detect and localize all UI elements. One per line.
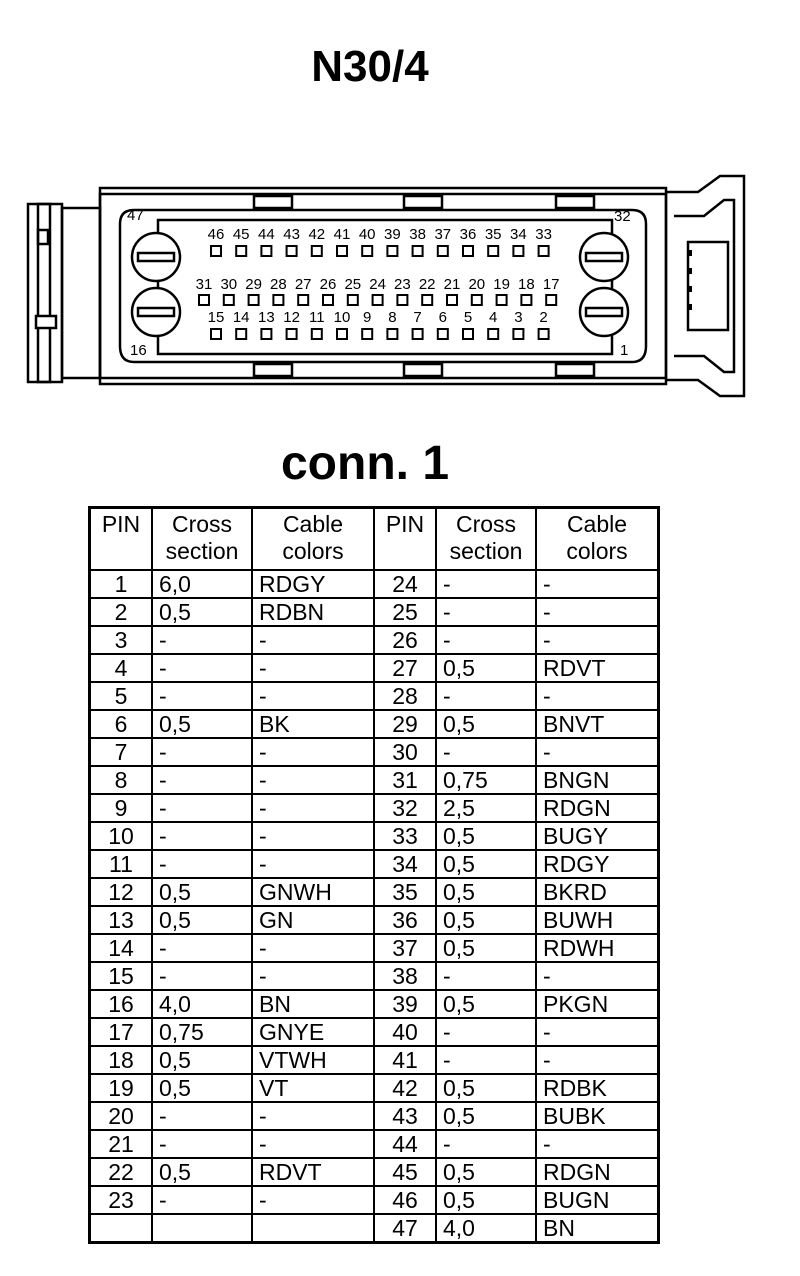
pin-number-label: 38: [409, 226, 426, 243]
cross-section-cell: 0,5: [152, 598, 252, 626]
pin-socket: [298, 295, 308, 305]
pin-number-label: 9: [363, 309, 372, 326]
pin-number-label: 37: [434, 226, 452, 243]
pin-number-label: 26: [319, 276, 337, 293]
table-row: [90, 1186, 659, 1214]
pin-number-label: 33: [535, 226, 552, 243]
pin-socket: [287, 329, 297, 339]
pin-socket: [337, 329, 347, 339]
cross-section-cell: 0,5: [436, 878, 536, 906]
cable-color-cell: RDWH: [536, 934, 659, 962]
cable-color-cell: RDGN: [536, 1158, 659, 1186]
pin-socket: [236, 329, 246, 339]
left-latch-body: [62, 208, 100, 378]
table-row: [90, 738, 659, 766]
table-row: [90, 850, 659, 878]
pin-cell: 38: [374, 962, 436, 990]
cross-section-cell: 0,5: [152, 906, 252, 934]
cable-color-cell: RDVT: [536, 654, 659, 682]
screw-slot: [138, 253, 174, 261]
pin-number-label: 10: [333, 309, 351, 326]
bottom-tab-1: [254, 364, 292, 376]
pin-number-label: 25: [344, 276, 362, 293]
corner-label-32: 32: [614, 208, 631, 225]
top-tab-1: [254, 196, 292, 208]
pin-cell: 44: [374, 1130, 436, 1158]
cable-color-cell: RDGY: [252, 570, 374, 598]
cable-color-cell: -: [252, 654, 374, 682]
pin-cell: 47: [374, 1214, 436, 1243]
pin-number-label: 40: [358, 226, 376, 243]
table-row: [90, 878, 659, 906]
pin-cell: 8: [90, 766, 153, 794]
cross-section-cell: -: [152, 766, 252, 794]
header-pin: PIN: [90, 508, 153, 571]
pin-table: [88, 506, 660, 1244]
pin-cell: 9: [90, 794, 153, 822]
cable-color-cell: -: [536, 598, 659, 626]
cable-color-cell: -: [252, 1102, 374, 1130]
cable-color-cell: PKGN: [536, 990, 659, 1018]
cable-color-cell: -: [252, 1130, 374, 1158]
table-header-row: [90, 508, 659, 571]
pin-number-label: 35: [484, 226, 502, 243]
header-cross-section: Cross section: [152, 508, 252, 571]
cross-section-cell: -: [152, 654, 252, 682]
cross-section-cell: -: [436, 1018, 536, 1046]
pin-socket: [488, 329, 498, 339]
cross-section-cell: -: [436, 570, 536, 598]
pin-socket: [438, 246, 448, 256]
pin-number-label: 44: [258, 226, 275, 243]
pin-number-label: 20: [468, 276, 486, 293]
pin-socket: [463, 329, 473, 339]
cable-exit: [688, 242, 728, 330]
pin-number-label: 15: [207, 309, 225, 326]
cable-color-cell: RDVT: [252, 1158, 374, 1186]
pin-socket: [261, 329, 271, 339]
latch-tab: [36, 316, 56, 328]
pin-socket: [539, 329, 549, 339]
cross-section-cell: -: [436, 626, 536, 654]
cross-section-cell: -: [152, 1186, 252, 1214]
pin-cell: 11: [90, 850, 153, 878]
pin-socket: [438, 329, 448, 339]
table-row: [90, 1046, 659, 1074]
pin-cell: 13: [90, 906, 153, 934]
pin-cell: 12: [90, 878, 153, 906]
pin-cell: [90, 1214, 153, 1243]
cross-section-cell: 0,5: [436, 990, 536, 1018]
header-pin: PIN: [374, 508, 436, 571]
cable-color-cell: GNWH: [252, 878, 374, 906]
cross-section-cell: -: [152, 934, 252, 962]
cross-section-cell: -: [152, 1102, 252, 1130]
cable-color-cell: RDBK: [536, 1074, 659, 1102]
screw-slot: [586, 253, 622, 261]
pin-number-label: 14: [232, 309, 250, 326]
table-row: [90, 962, 659, 990]
pin-socket: [312, 329, 322, 339]
pin-number-label: 21: [443, 276, 461, 293]
cable-color-cell: -: [252, 794, 374, 822]
cable-color-cell: -: [252, 738, 374, 766]
pin-number-label: 24: [369, 276, 386, 293]
cross-section-cell: 0,5: [436, 1074, 536, 1102]
table-row: [90, 682, 659, 710]
pin-cell: 45: [374, 1158, 436, 1186]
pin-cell: 3: [90, 626, 153, 654]
table-row: [90, 598, 659, 626]
pin-socket: [497, 295, 507, 305]
cross-section-cell: -: [152, 1130, 252, 1158]
cross-section-cell: 2,5: [436, 794, 536, 822]
pin-number-label: 29: [245, 276, 262, 293]
cross-section-cell: 0,5: [152, 710, 252, 738]
cable-color-cell: RDBN: [252, 598, 374, 626]
cable-color-cell: BNVT: [536, 710, 659, 738]
header-cross-section: Cross section: [436, 508, 536, 571]
pin-cell: 22: [90, 1158, 153, 1186]
pin-cell: 6: [90, 710, 153, 738]
pin-socket: [312, 246, 322, 256]
cable-color-cell: -: [252, 934, 374, 962]
header-cable-colors: Cable colors: [536, 508, 659, 571]
pin-number-label: 17: [542, 276, 560, 293]
pin-cell: 7: [90, 738, 153, 766]
cross-section-cell: 0,5: [152, 1046, 252, 1074]
cross-section-cell: -: [152, 738, 252, 766]
pin-cell: 18: [90, 1046, 153, 1074]
pin-socket: [513, 329, 523, 339]
cross-section-cell: 4,0: [152, 990, 252, 1018]
cross-section-cell: 0,5: [436, 654, 536, 682]
pin-cell: 1: [90, 570, 153, 598]
table-row: [90, 906, 659, 934]
pin-socket: [413, 246, 423, 256]
pin-cell: 24: [374, 570, 436, 598]
cable-color-cell: -: [536, 626, 659, 654]
diagram-title: N30/4: [311, 42, 429, 91]
pin-number-label: 45: [232, 226, 250, 243]
connector-subtitle: conn. 1: [280, 437, 450, 490]
table-row: [90, 990, 659, 1018]
cable-color-cell: RDGY: [536, 850, 659, 878]
pin-cell: 28: [374, 682, 436, 710]
pin-cell: 17: [90, 1018, 153, 1046]
table-row: [90, 1158, 659, 1186]
pin-number-label: 6: [438, 309, 447, 326]
pin-cell: 32: [374, 794, 436, 822]
table-row: [90, 766, 659, 794]
pin-socket: [362, 246, 372, 256]
corner-label-47: 47: [127, 207, 144, 224]
pin-cell: 39: [374, 990, 436, 1018]
table-row: [90, 626, 659, 654]
pin-cell: 35: [374, 878, 436, 906]
pin-cell: 33: [374, 822, 436, 850]
pin-number-label: 3: [514, 309, 523, 326]
pin-cell: 2: [90, 598, 153, 626]
pin-number-label: 27: [294, 276, 312, 293]
pin-socket: [387, 246, 397, 256]
cable-color-cell: -: [536, 682, 659, 710]
pin-cell: 26: [374, 626, 436, 654]
pin-number-label: 11: [309, 309, 325, 326]
table-row: [90, 570, 659, 598]
cross-section-cell: 0,5: [152, 1158, 252, 1186]
cross-section-cell: 0,5: [436, 710, 536, 738]
pin-cell: 25: [374, 598, 436, 626]
cable-color-cell: -: [252, 962, 374, 990]
pin-cell: 43: [374, 1102, 436, 1130]
pin-number-label: 4: [489, 309, 498, 326]
pin-number-label: 42: [308, 226, 326, 243]
table-row: [90, 654, 659, 682]
pin-socket: [287, 246, 297, 256]
pin-socket: [236, 246, 246, 256]
cross-section-cell: -: [152, 850, 252, 878]
cross-section-cell: 6,0: [152, 570, 252, 598]
cable-color-cell: -: [252, 850, 374, 878]
pin-cell: 23: [90, 1186, 153, 1214]
pin-cell: 5: [90, 682, 153, 710]
cross-section-cell: -: [436, 1046, 536, 1074]
cable-color-cell: -: [536, 962, 659, 990]
pin-number-label: 5: [463, 309, 473, 326]
cross-section-cell: 0,5: [436, 934, 536, 962]
table-row: [90, 1214, 659, 1243]
cross-section-cell: 0,5: [152, 878, 252, 906]
pin-number-label: 18: [518, 276, 535, 293]
pin-cell: 31: [374, 766, 436, 794]
cable-color-cell: BK: [252, 710, 374, 738]
cable-color-cell: -: [536, 1046, 659, 1074]
cross-section-cell: -: [436, 1130, 536, 1158]
pin-socket: [488, 246, 498, 256]
cable-color-cell: BUBK: [536, 1102, 659, 1130]
pin-socket: [521, 295, 531, 305]
pin-socket: [397, 295, 407, 305]
cross-section-cell: -: [436, 738, 536, 766]
cable-color-cell: BUGN: [536, 1186, 659, 1214]
pin-cell: 36: [374, 906, 436, 934]
pin-socket: [387, 329, 397, 339]
pin-cell: 37: [374, 934, 436, 962]
cross-section-cell: 0,5: [436, 1158, 536, 1186]
cross-section-cell: 0,5: [436, 1186, 536, 1214]
cable-color-cell: BKRD: [536, 878, 659, 906]
pin-cell: 19: [90, 1074, 153, 1102]
cable-color-cell: RDGN: [536, 794, 659, 822]
pin-socket: [249, 295, 259, 305]
cross-section-cell: -: [152, 626, 252, 654]
cable-boot: [666, 176, 744, 396]
pin-cell: 30: [374, 738, 436, 766]
pin-socket: [513, 246, 523, 256]
pin-cell: 29: [374, 710, 436, 738]
cable-color-cell: -: [252, 1186, 374, 1214]
pin-cell: 34: [374, 850, 436, 878]
connector-drawing: [0, 150, 800, 400]
cable-color-cell: BNGN: [536, 766, 659, 794]
cross-section-cell: 0,5: [436, 850, 536, 878]
cross-section-cell: -: [152, 794, 252, 822]
pin-number-label: 28: [270, 276, 287, 293]
cross-section-cell: -: [152, 682, 252, 710]
latch-notch: [38, 230, 48, 244]
pin-cell: 27: [374, 654, 436, 682]
table-row: [90, 934, 659, 962]
pin-number-label: 7: [413, 309, 422, 326]
cable-color-cell: -: [536, 738, 659, 766]
pin-socket: [224, 295, 234, 305]
pin-socket: [199, 295, 209, 305]
pin-socket: [211, 246, 221, 256]
pin-socket: [348, 295, 358, 305]
cross-section-cell: -: [152, 962, 252, 990]
pin-socket: [211, 329, 221, 339]
table-row: [90, 1074, 659, 1102]
bottom-tab-2: [404, 364, 442, 376]
cable-color-cell: -: [252, 766, 374, 794]
top-tab-2: [404, 196, 442, 208]
pin-cell: 41: [374, 1046, 436, 1074]
cable-color-cell: -: [536, 570, 659, 598]
cross-section-cell: 0,5: [152, 1074, 252, 1102]
cross-section-cell: [152, 1214, 252, 1243]
pin-cell: 42: [374, 1074, 436, 1102]
table-row: [90, 1130, 659, 1158]
screw-slot: [586, 308, 622, 316]
pin-number-label: 39: [384, 226, 401, 243]
cross-section-cell: 4,0: [436, 1214, 536, 1243]
cross-section-cell: 0,75: [436, 766, 536, 794]
cable-color-cell: VTWH: [252, 1046, 374, 1074]
cable-color-cell: GNYE: [252, 1018, 374, 1046]
cross-section-cell: -: [152, 822, 252, 850]
cross-section-cell: 0,5: [436, 1102, 536, 1130]
bottom-tab-3: [556, 364, 594, 376]
cross-section-cell: 0,75: [152, 1018, 252, 1046]
cable-color-cell: -: [252, 682, 374, 710]
cross-section-cell: 0,5: [436, 822, 536, 850]
pin-socket: [362, 329, 372, 339]
pin-cell: 10: [90, 822, 153, 850]
pin-cell: 21: [90, 1130, 153, 1158]
cable-color-cell: VT: [252, 1074, 374, 1102]
cross-section-cell: -: [436, 682, 536, 710]
cable-color-cell: BN: [536, 1214, 659, 1243]
pin-number-label: 19: [493, 276, 510, 293]
pin-number-label: 13: [258, 309, 275, 326]
pin-socket: [273, 295, 283, 305]
pin-number-label: 31: [195, 276, 213, 293]
pin-number-label: 2: [539, 309, 548, 326]
cable-color-cell: -: [536, 1130, 659, 1158]
pin-number-label: 46: [207, 226, 225, 243]
pin-number-label: 43: [283, 226, 300, 243]
pin-number-label: 41: [333, 226, 351, 243]
cable-color-cell: [252, 1214, 374, 1243]
cable-color-cell: -: [252, 626, 374, 654]
pin-number-label: 8: [388, 309, 397, 326]
pin-socket: [261, 246, 271, 256]
table-row: [90, 710, 659, 738]
pin-socket: [546, 295, 556, 305]
pin-number-label: 30: [220, 276, 238, 293]
pin-cell: 40: [374, 1018, 436, 1046]
pin-cell: 4: [90, 654, 153, 682]
pin-number-label: 23: [394, 276, 411, 293]
cable-color-cell: BN: [252, 990, 374, 1018]
cable-color-cell: -: [536, 1018, 659, 1046]
pin-number-label: 36: [459, 226, 477, 243]
corner-label-16: 16: [130, 342, 147, 359]
pin-number-label: 34: [510, 226, 527, 243]
cross-section-cell: -: [436, 962, 536, 990]
pin-socket: [413, 329, 423, 339]
table-row: [90, 1018, 659, 1046]
pin-socket: [447, 295, 457, 305]
pin-number-label: 22: [418, 276, 436, 293]
pin-socket: [463, 246, 473, 256]
table-row: [90, 794, 659, 822]
header-cable-colors: Cable colors: [252, 508, 374, 571]
table-row: [90, 822, 659, 850]
pin-socket: [472, 295, 482, 305]
cable-color-cell: BUWH: [536, 906, 659, 934]
cross-section-cell: 0,5: [436, 906, 536, 934]
pin-cell: 15: [90, 962, 153, 990]
pin-cell: 20: [90, 1102, 153, 1130]
pin-cell: 46: [374, 1186, 436, 1214]
cable-color-cell: GN: [252, 906, 374, 934]
pin-number-label: 12: [283, 309, 300, 326]
pin-socket: [323, 295, 333, 305]
pin-cell: 14: [90, 934, 153, 962]
top-tab-3: [556, 196, 594, 208]
cable-color-cell: -: [252, 822, 374, 850]
table-row: [90, 1102, 659, 1130]
cable-color-cell: BUGY: [536, 822, 659, 850]
pin-socket: [422, 295, 432, 305]
screw-slot: [138, 308, 174, 316]
cable-boot-inner: [674, 200, 734, 372]
corner-label-1: 1: [620, 342, 629, 359]
cross-section-cell: -: [436, 598, 536, 626]
pin-socket: [337, 246, 347, 256]
pin-cell: 16: [90, 990, 153, 1018]
pin-socket: [373, 295, 383, 305]
pin-socket: [539, 246, 549, 256]
